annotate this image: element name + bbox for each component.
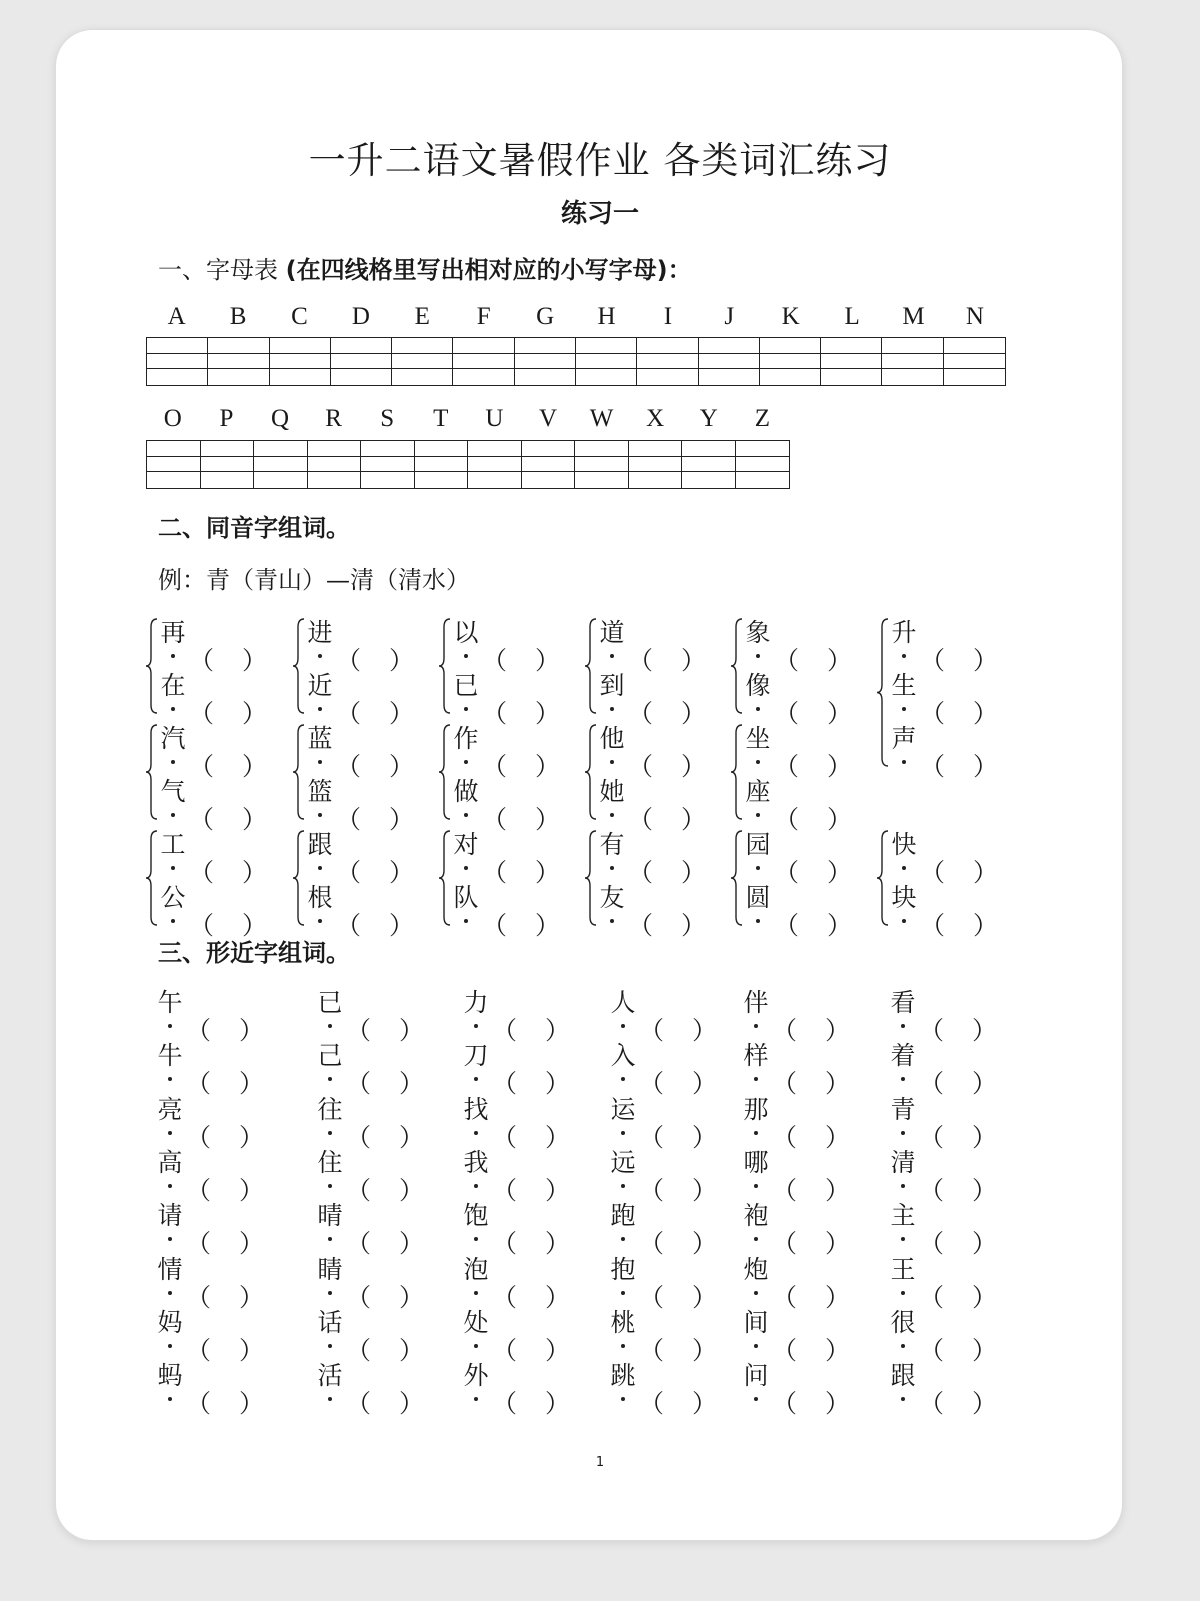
homophone-char: 工 — [159, 825, 187, 861]
similar-char-item — [462, 1143, 556, 1179]
similar-char: 远 — [609, 1143, 637, 1179]
similar-char: 己 — [316, 1036, 344, 1072]
similar-char-item — [316, 983, 410, 1019]
homophone-item — [744, 719, 838, 755]
similar-char: 跑 — [609, 1196, 637, 1232]
homophone-char: 象 — [744, 613, 772, 649]
similar-char: 请 — [156, 1196, 184, 1232]
similar-char: 往 — [316, 1090, 344, 1126]
brace-icon — [730, 829, 744, 927]
homophone-item — [890, 825, 984, 861]
grid-cell[interactable] — [453, 338, 514, 385]
alphabet-letter: U — [485, 405, 504, 432]
homophone-char: 有 — [598, 825, 626, 861]
similar-char: 跳 — [609, 1356, 637, 1392]
homophone-item — [598, 772, 692, 808]
similar-char-item — [742, 1356, 836, 1392]
homophone-char: 她 — [598, 772, 626, 808]
homophone-char: 进 — [306, 613, 334, 649]
section1-label: 一、字母表 — [158, 256, 278, 284]
alphabet-letter: O — [163, 405, 182, 432]
alphabet-letter: K — [781, 303, 800, 330]
brace-icon — [145, 617, 159, 715]
homophone-item — [159, 825, 253, 861]
homophone-char: 座 — [744, 772, 772, 808]
similar-char: 牛 — [156, 1036, 184, 1072]
homophone-item — [452, 825, 546, 861]
similar-char: 跟 — [889, 1356, 917, 1392]
homophone-char: 像 — [744, 666, 772, 702]
similar-char: 力 — [462, 983, 490, 1019]
alphabet-letter: A — [167, 303, 186, 330]
homophone-item — [598, 719, 692, 755]
homophone-item — [306, 772, 400, 808]
similar-char-item — [462, 1196, 556, 1232]
grid-cell[interactable] — [147, 441, 201, 488]
similar-char-item — [742, 983, 836, 1019]
alphabet-letter: P — [219, 405, 234, 432]
homophone-char: 再 — [159, 613, 187, 649]
homophone-char: 园 — [744, 825, 772, 861]
homophone-char: 快 — [890, 825, 918, 861]
similar-char-item — [742, 1196, 836, 1232]
homophone-char: 友 — [598, 878, 626, 914]
page-title: 一升二语文暑假作业 各类词汇练习 — [308, 139, 892, 182]
similar-char-item — [156, 1036, 250, 1072]
similar-char-item — [889, 1356, 983, 1392]
alphabet-letter: T — [433, 405, 449, 432]
four-line-grid-2[interactable] — [146, 440, 790, 489]
similar-char-item — [609, 1250, 703, 1286]
similar-char: 我 — [462, 1143, 490, 1179]
grid-cell[interactable] — [147, 338, 208, 385]
similar-char: 问 — [742, 1356, 770, 1392]
alphabet-letter: Z — [754, 405, 771, 432]
homophone-item — [452, 666, 546, 702]
homophone-char: 升 — [890, 613, 918, 649]
similar-char-item — [316, 1143, 410, 1179]
homophone-item — [452, 613, 546, 649]
similar-char: 泡 — [462, 1250, 490, 1286]
similar-char: 青 — [889, 1090, 917, 1126]
brace-icon — [584, 829, 598, 927]
similar-char: 蚂 — [156, 1356, 184, 1392]
section3-heading: 三、形近字组词。 — [158, 939, 350, 967]
homophone-char: 公 — [159, 878, 187, 914]
similar-char: 亮 — [156, 1090, 184, 1126]
page-subtitle: 练习一 — [560, 199, 639, 229]
similar-char: 样 — [742, 1036, 770, 1072]
homophone-char: 作 — [452, 719, 480, 755]
similar-char: 午 — [156, 983, 184, 1019]
grid-cell[interactable] — [270, 338, 331, 385]
similar-char-item — [609, 983, 703, 1019]
similar-char-item — [316, 1196, 410, 1232]
similar-char: 刀 — [462, 1036, 490, 1072]
brace-icon — [438, 617, 452, 715]
similar-char: 人 — [609, 983, 637, 1019]
alphabet-letter: F — [476, 303, 491, 330]
homophone-item — [306, 825, 400, 861]
alphabet-letter: D — [351, 303, 370, 330]
homophone-item — [452, 772, 546, 808]
grid-cell[interactable] — [944, 338, 1005, 385]
similar-char: 桃 — [609, 1303, 637, 1339]
homophone-char: 队 — [452, 878, 480, 914]
similar-char-item — [609, 1303, 703, 1339]
brace-icon — [730, 723, 744, 821]
similar-char-item — [156, 1250, 250, 1286]
grid-cell[interactable] — [821, 338, 882, 385]
similar-char-item — [462, 1303, 556, 1339]
similar-char-item — [156, 1090, 250, 1126]
homophone-char: 做 — [452, 772, 480, 808]
homophone-char: 道 — [598, 613, 626, 649]
similar-char-item — [462, 1036, 556, 1072]
homophone-item — [159, 878, 253, 914]
grid-cell[interactable] — [415, 441, 469, 488]
alphabet-letter: S — [380, 405, 395, 432]
grid-cell[interactable] — [522, 441, 576, 488]
similar-char-item — [316, 1090, 410, 1126]
similar-char: 那 — [742, 1090, 770, 1126]
similar-char: 看 — [889, 983, 917, 1019]
homophone-item — [306, 613, 400, 649]
homophone-item — [306, 878, 400, 914]
alphabet-letter: L — [844, 303, 860, 330]
homophone-char: 气 — [159, 772, 187, 808]
similar-char: 清 — [889, 1143, 917, 1179]
homophone-item — [306, 666, 400, 702]
alphabet-letter: V — [538, 405, 558, 432]
homophone-char: 在 — [159, 666, 187, 702]
similar-char: 很 — [889, 1303, 917, 1339]
grid-cell[interactable] — [208, 338, 269, 385]
homophone-item — [744, 772, 838, 808]
homophone-item — [890, 666, 984, 702]
grid-cell[interactable] — [575, 441, 629, 488]
grid-cell[interactable] — [682, 441, 736, 488]
similar-char-item — [316, 1303, 410, 1339]
similar-char: 活 — [316, 1356, 344, 1392]
homophone-char: 他 — [598, 719, 626, 755]
homophone-item — [452, 878, 546, 914]
homophone-char: 声 — [890, 719, 918, 755]
similar-char-item — [889, 1303, 983, 1339]
similar-char: 袍 — [742, 1196, 770, 1232]
grid-cell[interactable] — [361, 441, 415, 488]
similar-char-item — [609, 1036, 703, 1072]
alphabet-letter: Q — [270, 405, 290, 432]
similar-char-item — [156, 983, 250, 1019]
brace-icon — [292, 617, 306, 715]
similar-char: 话 — [316, 1303, 344, 1339]
similar-char-item — [316, 1250, 410, 1286]
homophone-char: 已 — [452, 666, 480, 702]
similar-char: 饱 — [462, 1196, 490, 1232]
homophone-item — [598, 878, 692, 914]
similar-char-item — [609, 1356, 703, 1392]
similar-char-item — [316, 1356, 410, 1392]
grid-cell[interactable] — [254, 441, 308, 488]
section2-heading: 二、同音字组词。 — [158, 514, 350, 542]
homophone-item — [744, 666, 838, 702]
similar-char: 外 — [462, 1356, 490, 1392]
grid-cell[interactable] — [308, 441, 362, 488]
alphabet-letter: Y — [699, 405, 718, 432]
similar-char: 伴 — [742, 983, 770, 1019]
homophone-char: 跟 — [306, 825, 334, 861]
grid-cell[interactable] — [392, 338, 453, 385]
similar-char-item — [156, 1356, 250, 1392]
alphabet-letter: R — [325, 405, 342, 432]
similar-char-item — [742, 1303, 836, 1339]
similar-char-item — [889, 983, 983, 1019]
brace-icon — [584, 723, 598, 821]
similar-char-item — [462, 1250, 556, 1286]
alphabet-letter: E — [414, 303, 430, 330]
alphabet-letter: X — [646, 405, 665, 432]
homophone-item — [890, 613, 984, 649]
homophone-item — [159, 666, 253, 702]
homophone-char: 蓝 — [306, 719, 334, 755]
brace-icon — [145, 723, 159, 821]
alphabet-letter: J — [724, 303, 735, 330]
homophone-char: 近 — [306, 666, 334, 702]
similar-char-item — [742, 1090, 836, 1126]
similar-char-item — [156, 1143, 250, 1179]
grid-cell[interactable] — [331, 338, 392, 385]
homophone-item — [306, 719, 400, 755]
similar-char: 处 — [462, 1303, 490, 1339]
page-number: 1 — [595, 1455, 605, 1470]
homophone-item — [744, 613, 838, 649]
homophone-char: 根 — [306, 878, 334, 914]
brace-icon — [438, 829, 452, 927]
homophone-item — [159, 719, 253, 755]
similar-char-item — [742, 1250, 836, 1286]
grid-cell[interactable] — [699, 338, 760, 385]
homophone-char: 到 — [598, 666, 626, 702]
brace-icon — [584, 617, 598, 715]
homophone-char: 圆 — [744, 878, 772, 914]
brace-icon — [292, 723, 306, 821]
grid-cell[interactable] — [637, 338, 698, 385]
similar-char: 妈 — [156, 1303, 184, 1339]
similar-char-item — [609, 1090, 703, 1126]
grid-cell[interactable] — [882, 338, 943, 385]
similar-char: 睛 — [316, 1250, 344, 1286]
alphabet-letter: N — [965, 303, 984, 330]
brace-icon — [292, 829, 306, 927]
homophone-char: 块 — [890, 878, 918, 914]
section1-heading — [158, 250, 692, 285]
similar-char: 住 — [316, 1143, 344, 1179]
alphabet-letter: M — [902, 303, 925, 330]
homophone-char: 对 — [452, 825, 480, 861]
homophone-item — [890, 878, 984, 914]
homophone-char: 汽 — [159, 719, 187, 755]
alphabet-letter: G — [536, 303, 555, 330]
similar-char-item — [462, 1356, 556, 1392]
homophone-item — [159, 772, 253, 808]
similar-char-item — [462, 983, 556, 1019]
similar-char-item — [462, 1090, 556, 1126]
homophone-item — [744, 825, 838, 861]
similar-char: 主 — [889, 1196, 917, 1232]
alphabet-letter: H — [597, 303, 616, 330]
similar-char-item — [742, 1036, 836, 1072]
similar-char: 高 — [156, 1143, 184, 1179]
similar-char-item — [609, 1196, 703, 1232]
grid-cell[interactable] — [629, 441, 683, 488]
brace-icon — [145, 829, 159, 927]
similar-char-item — [889, 1090, 983, 1126]
alphabet-letter: C — [291, 303, 308, 330]
alphabet-letter: B — [229, 303, 247, 330]
similar-char: 着 — [889, 1036, 917, 1072]
homophone-item — [598, 666, 692, 702]
similar-char: 运 — [609, 1090, 637, 1126]
alphabet-letter: I — [663, 303, 673, 330]
similar-char-item — [742, 1143, 836, 1179]
similar-char: 入 — [609, 1036, 637, 1072]
grid-cell[interactable] — [201, 441, 255, 488]
similar-char-item — [889, 1143, 983, 1179]
grid-cell[interactable] — [760, 338, 821, 385]
homophone-item — [598, 613, 692, 649]
alphabet-letter: W — [589, 405, 614, 432]
homophone-item — [744, 878, 838, 914]
homophone-item — [890, 719, 984, 755]
similar-char: 抱 — [609, 1250, 637, 1286]
similar-char: 哪 — [742, 1143, 770, 1179]
homophone-char: 篮 — [306, 772, 334, 808]
similar-char: 晴 — [316, 1196, 344, 1232]
similar-char-item — [889, 1036, 983, 1072]
brace-icon — [438, 723, 452, 821]
grid-cell[interactable] — [468, 441, 522, 488]
section2-example: 例：青（青山）—清（清水） — [158, 566, 470, 594]
similar-char-item — [889, 1196, 983, 1232]
similar-char: 已 — [316, 983, 344, 1019]
homophone-item — [452, 719, 546, 755]
brace-icon — [730, 617, 744, 715]
homophone-char: 坐 — [744, 719, 772, 755]
grid-cell[interactable] — [736, 441, 790, 488]
brace-icon — [876, 617, 890, 768]
similar-char: 王 — [889, 1250, 917, 1286]
similar-char-item — [609, 1143, 703, 1179]
similar-char-item — [316, 1036, 410, 1072]
similar-char-item — [889, 1250, 983, 1286]
homophone-char: 生 — [890, 666, 918, 702]
grid-cell[interactable] — [515, 338, 576, 385]
grid-cell[interactable] — [576, 338, 637, 385]
homophone-item — [159, 613, 253, 649]
homophone-item — [598, 825, 692, 861]
similar-char: 炮 — [742, 1250, 770, 1286]
similar-char: 情 — [156, 1250, 184, 1286]
similar-char: 间 — [742, 1303, 770, 1339]
section1-note: (在四线格里写出相对应的小写字母)： — [285, 256, 692, 284]
similar-char-item — [156, 1303, 250, 1339]
similar-char: 找 — [462, 1090, 490, 1126]
homophone-char: 以 — [452, 613, 480, 649]
similar-char-item — [156, 1196, 250, 1232]
brace-icon — [876, 829, 890, 927]
four-line-grid-1[interactable] — [146, 337, 1006, 386]
